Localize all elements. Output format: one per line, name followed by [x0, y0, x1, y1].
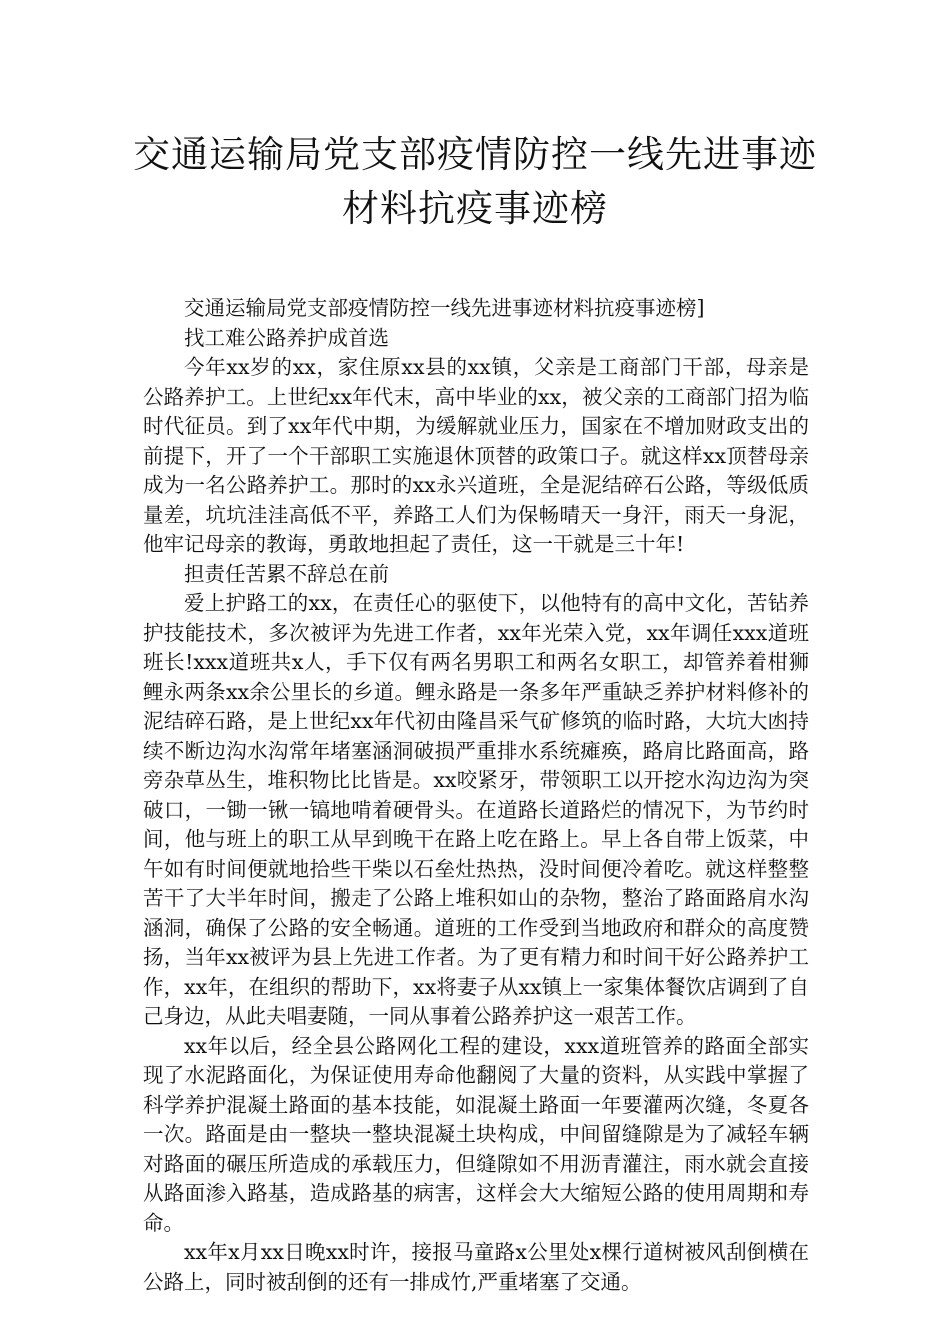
subtitle-paragraph: 交通运输局党支部疫情防控一线先进事迹材料抗疫事迹榜] — [184, 296, 705, 320]
body-paragraph: 爱上护路工的xx，在责任心的驱使下，以他特有的高中文化，苦钻养护技能技术，多次被评为先进工作者，xx年光荣入党，xx年调任xxx道班班长!xxx道班共x人，手下仅有两名男职工和两名女职工，却管养着柑狮鲤永两条xx余公里长的乡道。鲤永路是一条多年严重缺乏养护材料修补的泥结碎石路，是上世纪xx年代初由隆昌采气矿修筑的临时路，大坑大凼持续不断边沟水沟常年堵塞涵洞破损严重排水系统瘫痪，路肩比路面高，路旁杂草丛生，堆积物比比皆是。xx咬紧牙，带领职工以开挖水沟边沟为突破口，一锄一锹一镐地啃着硬骨头。在道路长道路烂的情况下，为节约时间，他与班上的职工从早到晚干在路上吃在路上。早上各自带上饭菜，中午如有时间便就地拾些干柴以石垒灶热热，没时间便冷着吃。就这样整整苦干了大半年时间，搬走了公路上堆积如山的杂物，整治了路面路肩水沟涵洞，确保了公路的安全畅通。道班的工作受到当地政府和群众的高度赞扬，当年xx被评为县上先进工作者。为了更有精力和时间干好公路养护工作，xx年，在组织的帮助下，xx将妻子从xx镇上一家集体餐饮店调到了自己身边，从此夫唱妻随，一同从事着公路养护这一艰苦工作。 — [143, 591, 809, 1028]
body-paragraph: xx年以后，经全县公路网化工程的建设，xxx道班管养的路面全部实现了水泥路面化，为保证使用寿命他翻阅了大量的资料，从实践中掌握了科学养护混凝土路面的基本技能，如混凝土路面一年要灌两次缝，冬夏各一次。路面是由一整块一整块混凝土块构成，中间留缝隙是为了减轻车辆对路面的碾压所造成的承载压力，但缝隙如不用沥青灌注，雨水就会直接从路面渗入路基，造成路基的病害，这样会大大缩短公路的使用周期和寿命。 — [143, 1033, 809, 1235]
section-heading: 找工难公路养护成首选 — [184, 325, 389, 350]
section-heading: 担责任苦累不辞总在前 — [184, 561, 389, 586]
document-title: 交通运输局党支部疫情防控一线先进事迹材料抗疫事迹榜 — [133, 133, 817, 230]
document-body — [143, 294, 809, 1297]
body-paragraph: 今年xx岁的xx，家住原xx县的xx镇，父亲是工商部门干部，母亲是公路养护工。上世纪xx年代末，高中毕业的xx，被父亲的工商部门招为临时代征员。到了xx年代中期，为缓解就业压力，国家在不增加财政支出的前提下，开了一个干部职工实施退休顶替的政策口子。就这样xx顶替母亲成为一名公路养护工。那时的xx永兴道班，全是泥结碎石公路，等级低质量差，坑坑洼洼高低不平，养路工人们为保畅晴天一身汗，雨天一身泥，他牢记母亲的教诲，勇敢地担起了责任，这一干就是三十年! — [143, 355, 809, 556]
body-paragraph: xx年x月xx日晚xx时许，接报马童路x公里处x棵行道树被风刮倒横在公路上，同时被刮倒的还有一排成竹,严重堵塞了交通。 — [143, 1240, 809, 1294]
